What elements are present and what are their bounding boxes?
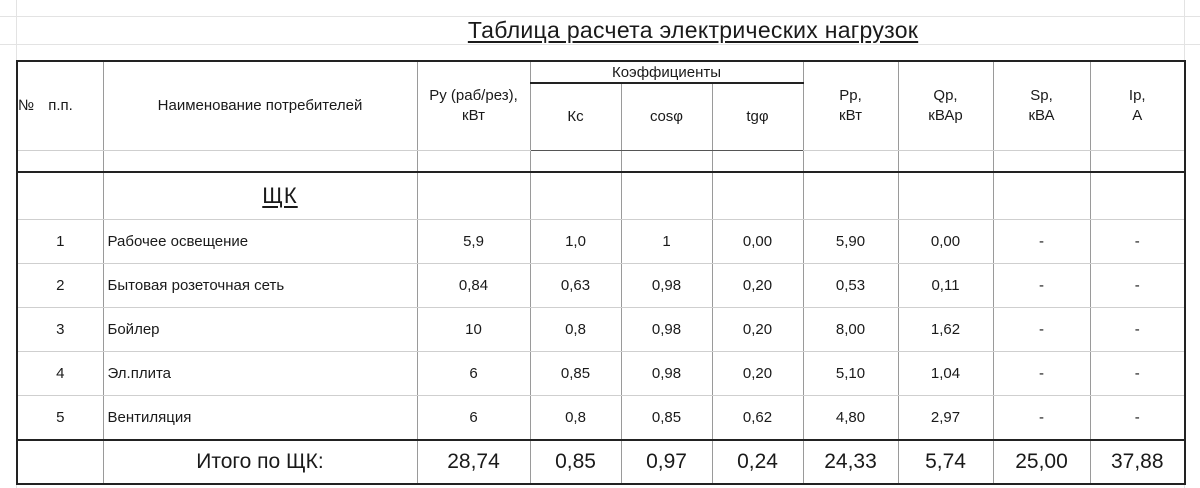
- total-label: Итого по ЩК:: [103, 440, 417, 484]
- cell-cos: 0,98: [621, 308, 712, 352]
- header-coefficients: Коэффициенты: [530, 61, 803, 83]
- total-cos: 0,97: [621, 440, 712, 484]
- cell-kc: 0,85: [530, 352, 621, 396]
- cell-qp: 2,97: [898, 396, 993, 441]
- blank-row: [17, 151, 1185, 173]
- header-kc: Кс: [530, 83, 621, 151]
- cell-num: 4: [17, 352, 103, 396]
- section-label: ЩК: [262, 183, 298, 208]
- cell-num: 2: [17, 264, 103, 308]
- cell-name: Бытовая розеточная сеть: [103, 264, 417, 308]
- header-qp: Qр, кВАр: [898, 61, 993, 151]
- spacer-row: [17, 44, 1185, 61]
- cell-cos: 1: [621, 220, 712, 264]
- cell-sp: -: [993, 220, 1090, 264]
- cell-num: 5: [17, 396, 103, 441]
- header-row-1: [17, 61, 1185, 83]
- cell-tg: 0,20: [712, 308, 803, 352]
- cell-pp: 4,80: [803, 396, 898, 441]
- cell-num: 1: [17, 220, 103, 264]
- cell-qp: 0,11: [898, 264, 993, 308]
- total-py: 28,74: [417, 440, 530, 484]
- cell-kc: 0,8: [530, 396, 621, 441]
- table-title: Таблица расчета электрических нагрузок: [467, 16, 919, 43]
- total-tg: 0,24: [712, 440, 803, 484]
- total-kc: 0,85: [530, 440, 621, 484]
- total-row: [17, 440, 1185, 484]
- cell-kc: 0,63: [530, 264, 621, 308]
- cell-cos: 0,98: [621, 352, 712, 396]
- cell-ip: -: [1090, 352, 1185, 396]
- cell-ip: -: [1090, 264, 1185, 308]
- table-row: [17, 352, 1185, 396]
- total-sp: 25,00: [993, 440, 1090, 484]
- table-row: [17, 396, 1185, 441]
- cell-tg: 0,20: [712, 352, 803, 396]
- table-row: [17, 264, 1185, 308]
- cell-name: Рабочее освещение: [103, 220, 417, 264]
- total-ip: 37,88: [1090, 440, 1185, 484]
- cell-py: 6: [417, 396, 530, 441]
- header-sp: Sр, кВА: [993, 61, 1090, 151]
- cell-py: 10: [417, 308, 530, 352]
- cell-sp: -: [993, 308, 1090, 352]
- cell-tg: 0,62: [712, 396, 803, 441]
- cell-cos: 0,98: [621, 264, 712, 308]
- header-py: Pу (раб/рез), кВт: [417, 61, 530, 151]
- cell-qp: 1,62: [898, 308, 993, 352]
- cell-py: 0,84: [417, 264, 530, 308]
- cell-qp: 1,04: [898, 352, 993, 396]
- cell-kc: 1,0: [530, 220, 621, 264]
- header-pp: Pр, кВт: [803, 61, 898, 151]
- cell-pp: 8,00: [803, 308, 898, 352]
- cell-name: Бойлер: [103, 308, 417, 352]
- title-row: [17, 16, 1185, 44]
- cell-tg: 0,20: [712, 264, 803, 308]
- cell-cos: 0,85: [621, 396, 712, 441]
- cell-pp: 5,90: [803, 220, 898, 264]
- section-row: [17, 172, 1185, 220]
- cell-ip: -: [1090, 308, 1185, 352]
- cell-name: Вентиляция: [103, 396, 417, 441]
- cell-py: 5,9: [417, 220, 530, 264]
- header-ip: Iр, А: [1090, 61, 1185, 151]
- cell-num: 3: [17, 308, 103, 352]
- total-qp: 5,74: [898, 440, 993, 484]
- cell-sp: -: [993, 264, 1090, 308]
- cell-kc: 0,8: [530, 308, 621, 352]
- cell-sp: -: [993, 396, 1090, 441]
- cell-ip: -: [1090, 220, 1185, 264]
- table-row: [17, 220, 1185, 264]
- header-cos: cosφ: [621, 83, 712, 151]
- header-tg: tgφ: [712, 83, 803, 151]
- cell-qp: 0,00: [898, 220, 993, 264]
- cell-sp: -: [993, 352, 1090, 396]
- header-name: Наименование потребителей: [103, 61, 417, 151]
- total-pp: 24,33: [803, 440, 898, 484]
- cell-pp: 0,53: [803, 264, 898, 308]
- cell-tg: 0,00: [712, 220, 803, 264]
- cell-pp: 5,10: [803, 352, 898, 396]
- cell-py: 6: [417, 352, 530, 396]
- header-num: № п.п.: [17, 61, 103, 151]
- electrical-loads-table: [16, 16, 1186, 485]
- cell-name: Эл.плита: [103, 352, 417, 396]
- cell-ip: -: [1090, 396, 1185, 441]
- table-row: [17, 308, 1185, 352]
